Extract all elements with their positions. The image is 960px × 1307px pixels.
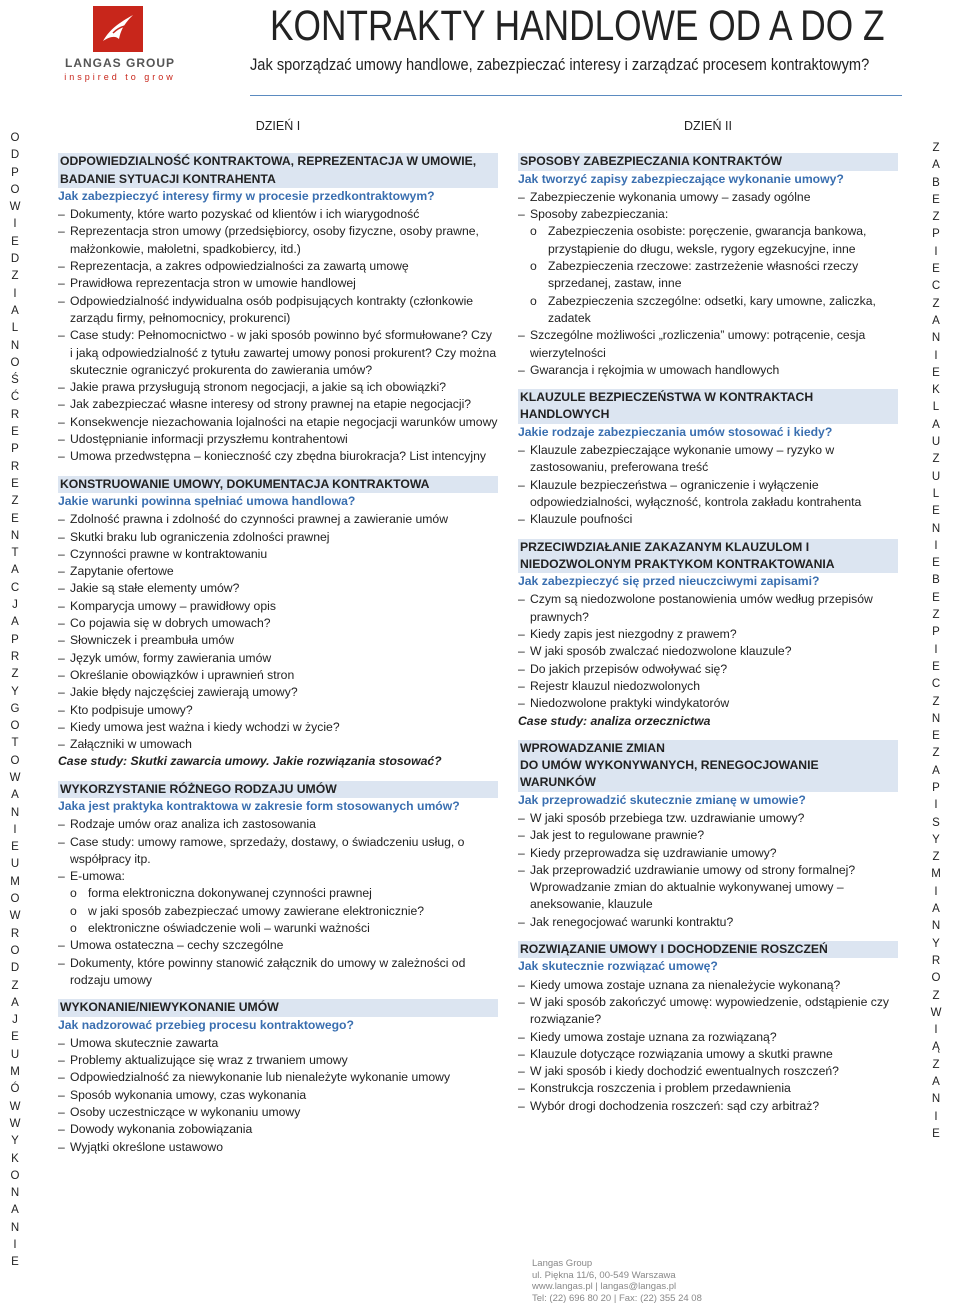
side-letter: Z xyxy=(11,979,19,992)
side-letter: E xyxy=(932,591,940,604)
list-item: – Jakie są stałe elementy umów? xyxy=(58,580,498,597)
list-item: – Sposób wykonania umowy, czas wykonania xyxy=(58,1087,498,1104)
side-letter: I xyxy=(934,1024,938,1037)
side-letter: J xyxy=(12,1014,18,1027)
side-letter: N xyxy=(10,806,20,819)
side-letter: A xyxy=(932,159,940,172)
side-letter: N xyxy=(10,339,20,352)
side-letter: Y xyxy=(932,833,940,846)
list-item: – Odpowiedzialność indywidualna osób podpisujących kontrakty (członkowie zarządu firmy, pełnomocnicy, prokurenci) xyxy=(58,293,498,328)
list-item: – Umowa skutecznie zawarta xyxy=(58,1035,498,1052)
side-letter: Y xyxy=(932,937,940,950)
header-divider xyxy=(250,95,902,96)
side-letter: T xyxy=(11,737,19,750)
list-item: – Sposoby zabezpieczania: xyxy=(518,206,898,223)
day1-heading: DZIEŃ I xyxy=(255,119,301,133)
side-letter: A xyxy=(11,564,19,577)
list-item: – W jaki sposób zakończyć umowę: wypowiedzenie, odstąpienie czy rozwiązanie? xyxy=(518,994,898,1029)
sub-list-item: o w jaki sposób zabezpieczać umowy zawierane elektronicznie? xyxy=(58,903,498,920)
footer-phone: Tel: (22) 696 80 20 | Fax: (22) 355 24 08 xyxy=(532,1292,702,1304)
side-letter: O xyxy=(10,1169,20,1182)
side-letter: O xyxy=(10,183,20,196)
list-item: – Problemy aktualizujące się wraz z trwaniem umowy xyxy=(58,1052,498,1069)
list-item: – Jak jest to regulowane prawnie? xyxy=(518,827,898,844)
program-section xyxy=(518,740,898,931)
list-item: – Kiedy umowa zostaje uznana za rozwiązaną? xyxy=(518,1029,898,1046)
side-letter: O xyxy=(10,720,20,733)
side-letter: U xyxy=(10,858,20,871)
side-letter: E xyxy=(11,1031,19,1044)
list-item: – Zapytanie ofertowe xyxy=(58,563,498,580)
side-letter: N xyxy=(10,1187,20,1200)
list-item: – Co pojawia się w dobrych umowach? xyxy=(58,615,498,632)
side-letter: B xyxy=(932,574,940,587)
side-letter: K xyxy=(11,1152,19,1165)
side-letter: R xyxy=(10,408,20,421)
list-item: – Jak renegocjować warunki kontraktu? xyxy=(518,914,898,931)
list-item: – Kiedy przeprowadza się uzdrawianie umowy? xyxy=(518,845,898,862)
side-letter: I xyxy=(934,799,938,812)
side-letter: Z xyxy=(932,1058,940,1071)
side-letter: N xyxy=(931,522,941,535)
list-item: – Klauzule zabezpieczające wykonanie umowy – ryzyko w zastosowaniu, preferowana treść xyxy=(518,442,898,477)
list-item: Case study: analiza orzecznictwa xyxy=(518,713,711,728)
side-letter: Z xyxy=(932,297,940,310)
side-letter: O xyxy=(10,944,20,957)
list-item: – Niedozwolone praktyki windykatorów xyxy=(518,695,898,712)
side-letter: J xyxy=(12,599,18,612)
list-item: – Czym są niedozwolone postanowienia umów według przepisów prawnych? xyxy=(518,591,898,626)
side-letter: R xyxy=(10,460,20,473)
section-heading: WYKONANIE/NIEWYKONANIE UMÓW xyxy=(58,999,498,1016)
bird-logo-icon xyxy=(93,6,143,52)
sub-list-item: o forma elektroniczna dokonywanej czynności prawnej xyxy=(58,885,498,902)
day2-heading: DZIEŃ II xyxy=(684,119,732,133)
day2-column xyxy=(518,118,898,1125)
list-item: – Reprezentacja stron umowy (przedsiębiorcy, osoby fizyczne, osoby prawne, małżonkowie, małoletni, spadkobiercy, itd.) xyxy=(58,223,498,258)
side-letter: O xyxy=(10,132,20,144)
side-letter: Z xyxy=(932,142,940,154)
side-letter: D xyxy=(10,253,20,266)
side-letter: W xyxy=(9,771,21,784)
list-item: – Udostępnianie informacji przyszłemu kontrahentowi xyxy=(58,431,498,448)
footer-web-link[interactable]: www.langas.pl | langas@langas.pl xyxy=(532,1281,677,1292)
side-letter: E xyxy=(932,366,940,379)
list-item: – Konstrukcja roszczenia i problem przedawnienia xyxy=(518,1080,898,1097)
side-letter: P xyxy=(11,166,19,179)
footer-address: ul. Piękna 11/6, 00-549 Warszawa xyxy=(532,1269,676,1281)
side-letter: N xyxy=(931,332,941,345)
side-letter: E xyxy=(932,263,940,276)
side-letter: P xyxy=(932,626,940,639)
side-letter: D xyxy=(10,149,20,162)
side-letter: N xyxy=(10,529,20,542)
side-letter: Z xyxy=(932,453,940,466)
program-section xyxy=(518,153,898,379)
list-item: – Konsekwencje niezachowania lojalności na etapie negocjacji warunków umowy xyxy=(58,414,498,431)
topic-list xyxy=(518,810,898,931)
list-item: – Osoby uczestniczące w wykonaniu umowy xyxy=(58,1104,498,1121)
list-item: – Język umów, formy zawierania umów xyxy=(58,650,498,667)
list-item: – Case study: umowy ramowe, sprzedaży, dostawy, o świadczeniu usług, o współpracy itp. xyxy=(58,834,498,869)
side-letter: I xyxy=(934,539,938,552)
list-item: – Gwarancja i rękojmia w umowach handlowych xyxy=(518,362,898,379)
side-letter: I xyxy=(934,643,938,656)
list-item: – Jak zabezpieczać własne interesy od strony prawnej na etapie negocjacji? xyxy=(58,396,498,413)
list-item: – Reprezentacja, a zakres odpowiedzialności za zawartą umowę xyxy=(58,258,498,275)
side-letter: Ś xyxy=(11,374,19,387)
side-letter: G xyxy=(10,702,20,715)
section-heading: ODPOWIEDZIALNOŚĆ KONTRAKTOWA, REPREZENTACJA W UMOWIE, xyxy=(58,153,498,170)
side-letter: O xyxy=(10,754,20,767)
side-letter: Z xyxy=(11,495,19,508)
side-letter: Z xyxy=(932,609,940,622)
side-letter: Z xyxy=(932,851,940,864)
company-logo xyxy=(55,6,185,82)
side-letter: B xyxy=(932,176,940,189)
side-letter: E xyxy=(11,1256,19,1269)
sub-list-item: o Zabezpieczenia rzeczowe: zastrzeżenie własności rzeczy sprzedanej, zastaw, inne xyxy=(518,258,898,293)
program-section xyxy=(518,539,898,730)
list-item: – Odpowiedzialność za niewykonanie lub nienależyte wykonanie umowy xyxy=(58,1069,498,1086)
section-heading: KONSTRUOWANIE UMOWY, DOKUMENTACJA KONTRAKTOWA xyxy=(58,476,498,493)
side-letter: L xyxy=(932,487,940,500)
list-item: – W jaki sposób przebiega tzw. uzdrawianie umowy? xyxy=(518,810,898,827)
section-question: Jak zabezpieczyć się przed nieuczciwymi zapisami? xyxy=(518,574,820,589)
side-letter: I xyxy=(13,823,17,836)
side-letter: K xyxy=(932,384,940,397)
list-item: – W jaki sposób i kiedy dochodzić ewentualnych roszczeń? xyxy=(518,1063,898,1080)
logo-tagline: inspired to grow xyxy=(64,72,176,82)
section-heading: BADANIE SYTUACJI KONTRAHENTA xyxy=(58,171,498,188)
side-letter: I xyxy=(13,1239,17,1251)
topic-list xyxy=(518,591,898,729)
footer-contact xyxy=(532,1258,702,1304)
list-item: – Dowody wykonania zobowiązania xyxy=(58,1121,498,1138)
footer-company: Langas Group xyxy=(532,1258,593,1269)
section-question: Jak tworzyć zapisy zabezpieczające wykonanie umowy? xyxy=(518,171,844,186)
side-letter: I xyxy=(934,885,938,898)
section-heading: ROZWIĄZANIE UMOWY I DOCHODZENIE ROSZCZEŃ xyxy=(518,941,898,958)
list-item: – Skutki braku lub ograniczenia zdolności prawnej xyxy=(58,529,498,546)
side-letter: Ą xyxy=(932,1041,940,1054)
side-letter: N xyxy=(931,920,941,933)
list-item: – Zabezpieczenie wykonania umowy – zasady ogólne xyxy=(518,189,898,206)
list-item: – Kiedy umowa zostaje uznana za nienależycie wykonaną? xyxy=(518,977,898,994)
topic-list xyxy=(58,1035,498,1156)
sub-list-item: o elektroniczne oświadczenie woli – warunki ważności xyxy=(58,920,498,937)
side-letter: N xyxy=(931,1093,941,1106)
side-letter: U xyxy=(931,436,941,449)
side-letter: Z xyxy=(932,989,940,1002)
list-item: Case study: Skutki zawarcia umowy. Jakie rozwiązania stosować? xyxy=(58,754,442,769)
list-item: – Jakie prawa przysługują stronom negocjacji, a jakie są ich obowiązki? xyxy=(58,379,498,396)
list-item: – Klauzule bezpieczeństwa – ograniczenie i wyłączenie odpowiedzialności, wyłączność, kontrola zakładu kontrahenta xyxy=(518,477,898,512)
section-question: Jaka jest praktyka kontraktowa w zakresie form stosowanych umów? xyxy=(58,798,460,813)
side-letter: E xyxy=(11,426,19,439)
list-item: – Kiedy umowa jest ważna i kiedy wchodzi w życie? xyxy=(58,719,498,736)
side-label-left xyxy=(5,130,25,1272)
side-letter: L xyxy=(932,401,940,414)
side-letter: R xyxy=(931,954,941,967)
list-item: – Klauzule poufności xyxy=(518,511,898,528)
list-item: – Rodzaje umów oraz analiza ich zastosowania xyxy=(58,816,498,833)
list-item: – Czynności prawne w kontraktowaniu xyxy=(58,546,498,563)
side-letter: C xyxy=(10,581,20,594)
list-item: – Do jakich przepisów odwoływać się? xyxy=(518,661,898,678)
side-letter: R xyxy=(10,650,20,663)
side-letter: Z xyxy=(932,211,940,224)
side-letter: E xyxy=(932,557,940,570)
section-heading: WPROWADZANIE ZMIAN xyxy=(518,740,898,757)
topic-list xyxy=(58,511,498,770)
side-letter: I xyxy=(934,1110,938,1123)
side-letter: C xyxy=(931,678,941,691)
list-item: – Umowa przedwstępna – konieczność czy zbędna biurokracja? List intencyjny xyxy=(58,448,498,465)
side-letter: E xyxy=(11,477,19,490)
side-letter: M xyxy=(10,1066,20,1079)
side-letter: Y xyxy=(11,685,19,698)
side-letter: D xyxy=(10,962,20,975)
topic-list xyxy=(58,206,498,465)
list-item: – Umowa ostateczna – cechy szczególne xyxy=(58,937,498,954)
list-item: – W jaki sposób zwalczać niedozwolone klauzule? xyxy=(518,643,898,660)
program-section xyxy=(58,781,498,990)
side-label-right xyxy=(926,140,946,1143)
side-letter: E xyxy=(932,730,940,743)
side-letter: O xyxy=(10,893,20,906)
side-letter: R xyxy=(10,927,20,940)
section-question: Jak przeprowadzić skutecznie zmianę w umowie? xyxy=(518,792,806,807)
side-letter: E xyxy=(932,1127,940,1140)
side-letter: S xyxy=(932,816,940,829)
side-letter: A xyxy=(932,903,940,916)
section-question: Jakie rodzaje zabezpieczania umów stosować i kiedy? xyxy=(518,424,833,439)
side-letter: E xyxy=(11,841,19,854)
side-letter: M xyxy=(931,868,941,881)
list-item: – Rejestr klauzul niedozwolonych xyxy=(518,678,898,695)
list-item: – Kto podpisuje umowy? xyxy=(58,702,498,719)
list-item: – Dokumenty, które warto pozyskać od klientów i ich wiarygodność xyxy=(58,206,498,223)
side-letter: A xyxy=(932,418,940,431)
side-letter: I xyxy=(13,287,17,300)
side-letter: A xyxy=(11,789,19,802)
side-letter: A xyxy=(932,314,940,327)
topic-list xyxy=(518,442,898,528)
list-item: – Szczególne możliwości „rozliczenia” umowy: potrącenie, cesja wierzytelności xyxy=(518,327,898,362)
side-letter: M xyxy=(10,875,20,888)
side-letter: P xyxy=(11,443,19,456)
side-letter: E xyxy=(932,193,940,206)
program-section xyxy=(518,941,898,1115)
side-letter: W xyxy=(9,1100,21,1113)
side-letter: I xyxy=(934,349,938,362)
program-section xyxy=(58,153,498,465)
list-item: – Załączniki w umowach xyxy=(58,736,498,753)
topic-list xyxy=(58,816,498,989)
topic-list xyxy=(518,189,898,379)
side-letter: L xyxy=(11,322,19,335)
side-letter: W xyxy=(9,910,21,923)
side-letter: W xyxy=(9,201,21,214)
section-heading: PRZECIWDZIAŁANIE ZAKAZANYM KLAUZULOM I xyxy=(518,539,898,556)
side-letter: N xyxy=(931,712,941,725)
side-letter: Z xyxy=(11,270,19,283)
side-letter: I xyxy=(13,218,17,231)
list-item: – Zdolność prawna i zdolność do czynności prawnej a zawieranie umów xyxy=(58,511,498,528)
side-letter: A xyxy=(11,1204,19,1217)
program-section xyxy=(518,389,898,528)
section-question: Jak zabezpieczyć interesy firmy w procesie przedkontraktowym? xyxy=(58,188,435,203)
logo-name: LANGAS GROUP xyxy=(64,56,175,70)
side-letter: C xyxy=(931,280,941,293)
side-letter: P xyxy=(932,228,940,241)
list-item: – Jakie błędy najczęściej zawierają umowy? xyxy=(58,684,498,701)
section-heading: WYKORZYSTANIE RÓŻNEGO RODZAJU UMÓW xyxy=(58,781,498,798)
list-item: – Klauzule dotyczące rozwiązania umowy a skutki prawne xyxy=(518,1046,898,1063)
side-letter: N xyxy=(10,1221,20,1234)
side-letter: I xyxy=(934,245,938,258)
program-section xyxy=(58,476,498,771)
side-letter: P xyxy=(11,633,19,646)
topic-list xyxy=(518,977,898,1115)
section-question: Jakie warunki powinna spełniać umowa handlowa? xyxy=(58,493,356,508)
list-item: – Określanie obowiązków i uprawnień stron xyxy=(58,667,498,684)
side-letter: W xyxy=(930,1006,942,1019)
program-section xyxy=(58,999,498,1156)
sub-list-item: o Zabezpieczenia szczególne: odsetki, kary umowne, zaliczka, zadatek xyxy=(518,293,898,328)
side-letter: A xyxy=(11,996,19,1009)
side-letter: Z xyxy=(932,747,940,760)
list-item: – Dokumenty, które powinny stanowić załącznik do umowy w zależności od rodzaju umowy xyxy=(58,955,498,990)
side-letter: U xyxy=(931,470,941,483)
side-letter: E xyxy=(11,235,19,248)
sub-list-item: o Zabezpieczenia osobiste: poręczenie, gwarancja bankowa, przystąpienie do długu, weksle, rygory egzekucyjne, inne xyxy=(518,223,898,258)
side-letter: O xyxy=(931,972,941,985)
side-letter: A xyxy=(932,1076,940,1089)
side-letter: Z xyxy=(932,695,940,708)
side-letter: E xyxy=(11,512,19,525)
section-heading: SPOSOBY ZABEZPIECZANIA KONTRAKTÓW xyxy=(518,153,898,170)
side-letter: E xyxy=(932,660,940,673)
side-letter: Z xyxy=(11,668,19,681)
list-item: – Prawidłowa reprezentacja stron w umowie handlowej xyxy=(58,275,498,292)
side-letter: A xyxy=(11,616,19,629)
side-letter: U xyxy=(10,1048,20,1061)
side-letter: O xyxy=(10,356,20,369)
section-heading: KLAUZULE BEZPIECZEŃSTWA W KONTRAKTACH HANDLOWYCH xyxy=(518,389,898,424)
list-item: – Kiedy zapis jest niezgodny z prawem? xyxy=(518,626,898,643)
list-item: – Słowniczek i preambuła umów xyxy=(58,632,498,649)
list-item: – Wyjątki określone ustawowo xyxy=(58,1139,498,1156)
side-letter: Ó xyxy=(10,1083,20,1096)
list-item: – Komparycja umowy – prawidłowy opis xyxy=(58,598,498,615)
list-item: – Jak przeprowadzić uzdrawianie umowy od strony formalnej? Wprowadzanie zmian do aktualnie wykonywanej umowy – aneksowanie, klauzule xyxy=(518,862,898,914)
side-letter: Ć xyxy=(10,391,20,404)
section-heading: NIEDOZWOLONYM PRAKTYKOM KONTRAKTOWANIA xyxy=(518,556,898,573)
list-item: – Case study: Pełnomocnictwo - w jaki sposób powinno być sformułowane? Czy i jaką odpowiedzialność z tytułu zawartej umowy ponosi prokurent? Czy można skutecznie ograniczyć prokurenta do zawierania umów? xyxy=(58,327,498,379)
side-letter: W xyxy=(9,1117,21,1130)
page-title: KONTRAKTY HANDLOWE OD A DO Z xyxy=(270,2,885,50)
side-letter: P xyxy=(932,781,940,794)
side-letter: A xyxy=(932,764,940,777)
side-letter: E xyxy=(932,505,940,518)
side-letter: T xyxy=(11,547,19,560)
side-letter: A xyxy=(11,304,19,317)
section-question: Jak nadzorować przebieg procesu kontraktowego? xyxy=(58,1017,354,1032)
section-question: Jak skutecznie rozwiązać umowę? xyxy=(518,959,718,974)
section-heading: DO UMÓW WYKONYWANYCH, RENEGOCJOWANIE WARUNKÓW xyxy=(518,757,898,792)
list-item: – Wybór drogi dochodzenia roszczeń: sąd czy arbitraż? xyxy=(518,1098,898,1115)
list-item: – E-umowa: xyxy=(58,868,498,885)
page-subtitle: Jak sporządzać umowy handlowe, zabezpieczać interesy i zarządzać procesem kontraktowym? xyxy=(250,55,870,74)
side-letter: Y xyxy=(11,1135,19,1148)
day1-column xyxy=(58,118,498,1166)
